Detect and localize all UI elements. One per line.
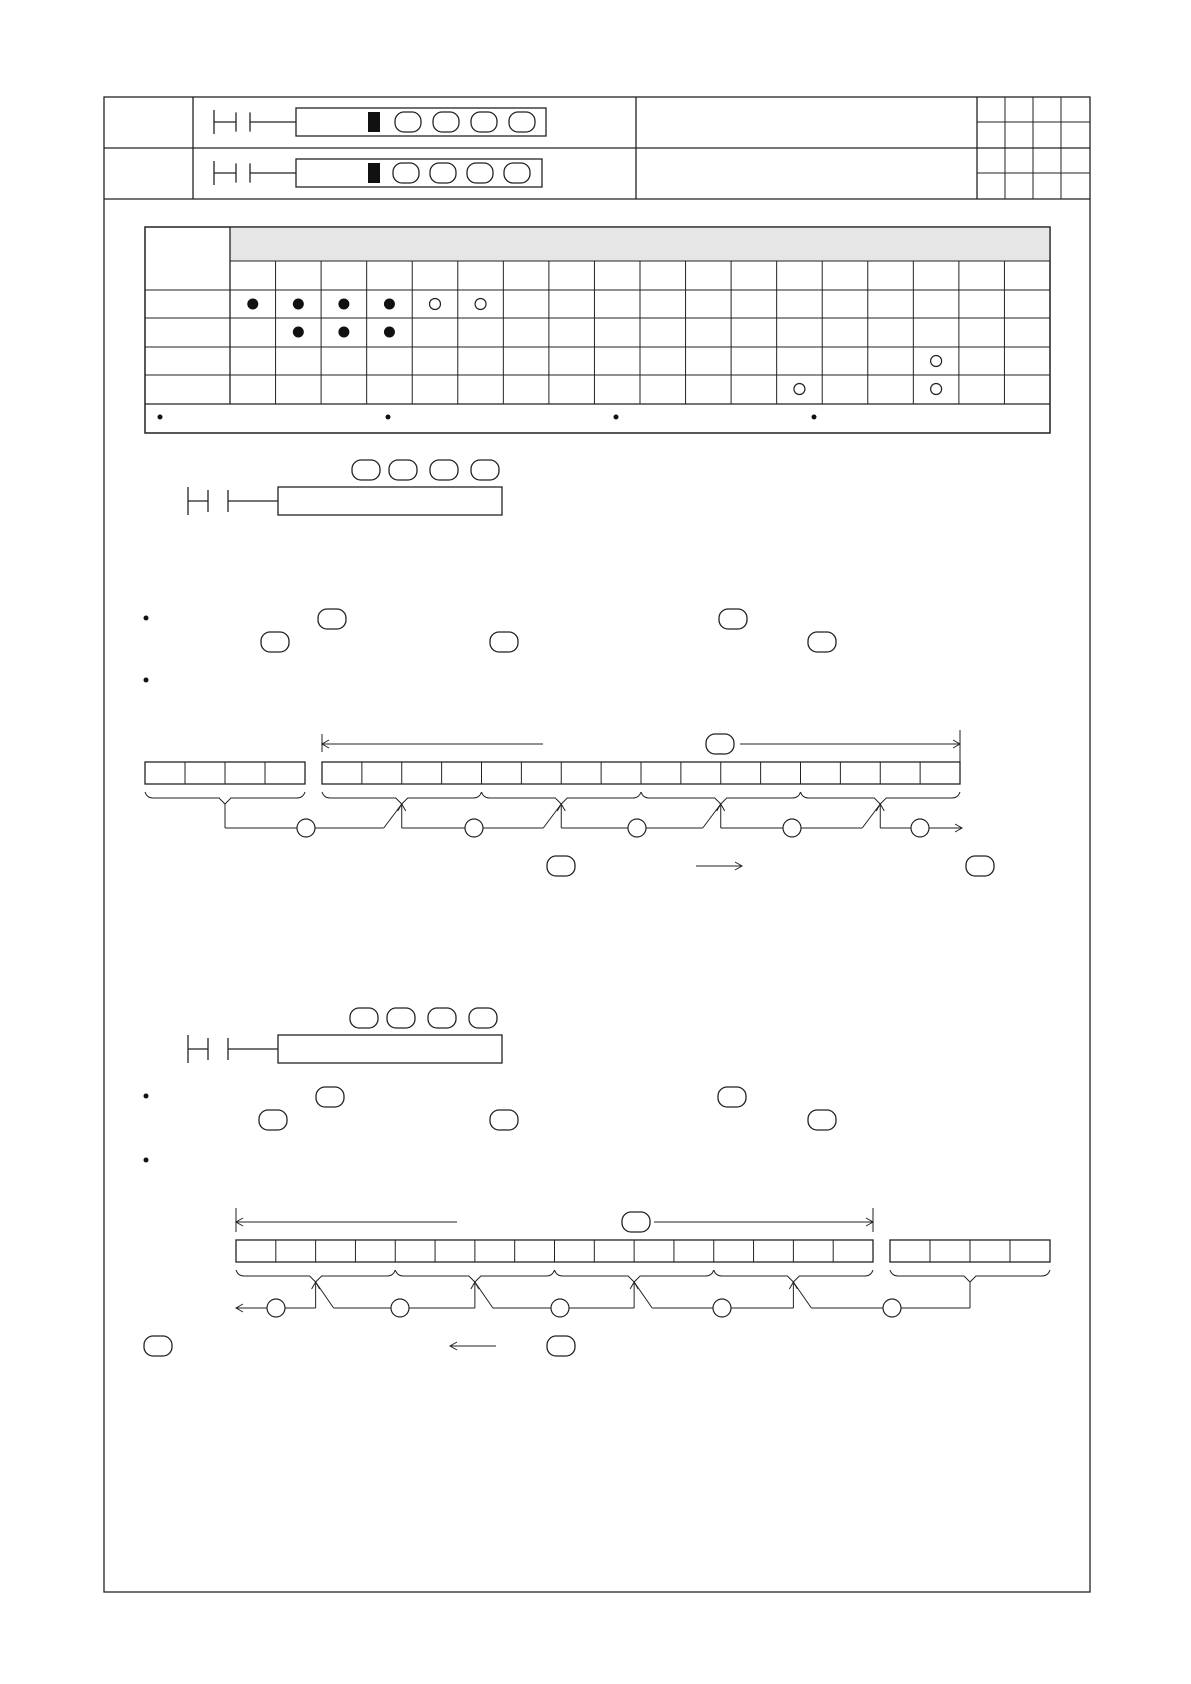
filled-circle-icon [384,299,395,310]
filled-circle-icon [338,327,349,338]
step-circle-icon [883,1299,901,1317]
open-circle-icon [931,384,942,395]
operand-pill-icon [471,460,499,480]
bullet-icon [144,1158,149,1163]
filled-circle-icon [384,327,395,338]
operand-pill-icon [433,112,459,132]
step-circle-icon [713,1299,731,1317]
digit-shift-diagram-1 [145,730,994,876]
operand-pill-icon [706,734,734,754]
instruction-row-2 [214,159,542,187]
open-circle-icon [931,356,942,367]
operand-pill-icon [316,1087,344,1107]
operand-pill-icon [547,856,575,876]
instruction-header [104,97,1090,199]
page-frame [104,97,1090,1592]
step-circle-icon [465,819,483,837]
open-circle-icon [430,299,441,310]
operand-pill-icon [389,460,417,480]
step-circle-icon [297,819,315,837]
open-circle-icon [794,384,805,395]
operand-pill-icon [352,460,380,480]
operand-pill-icon [622,1212,650,1232]
step-circle-icon [551,1299,569,1317]
ladder-contact-icon [214,161,250,185]
step-circle-icon [911,819,929,837]
operand-pill-icon [350,1008,378,1028]
operand-pill-icon [467,163,493,183]
operand-pill-icon [318,609,346,629]
bullet-icon [144,678,149,683]
bullet-icon [158,415,163,420]
operand-pill-icon [471,112,497,132]
ladder-example-2 [188,1008,502,1063]
bullet-icon [386,415,391,420]
step-circle-icon [783,819,801,837]
operand-pill-icon [144,1336,172,1356]
filled-circle-icon [338,299,349,310]
step-circle-icon [391,1299,409,1317]
operand-pill-icon [430,460,458,480]
operand-pill-icon [428,1008,456,1028]
step-circle-icon [267,1299,285,1317]
marker-block-icon [368,112,380,132]
operand-pill-icon [966,856,994,876]
operand-pill-icon [808,1110,836,1130]
operand-pill-icon [430,163,456,183]
operand-pill-icon [509,112,535,132]
operand-pill-icon [259,1110,287,1130]
marker-block-icon [368,163,380,183]
operand-pill-icon [504,163,530,183]
operand-pill-icon [547,1336,575,1356]
operand-pill-icon [393,163,419,183]
filled-circle-icon [293,327,304,338]
ladder-contact-icon [214,110,250,134]
device-table [145,227,1050,433]
description-section-2 [144,1094,149,1163]
operand-pill-icon [395,112,421,132]
instruction-row-1 [214,108,546,136]
operand-pill-icon [490,632,518,652]
bullet-icon [812,415,817,420]
operand-pill-icon [718,1087,746,1107]
bullet-icon [614,415,619,420]
operand-pill-icon [261,632,289,652]
operand-pill-icon [387,1008,415,1028]
filled-circle-icon [247,299,258,310]
filled-circle-icon [293,299,304,310]
operand-pill-icon [808,632,836,652]
ladder-example-1 [188,460,502,515]
operand-pill-icon [469,1008,497,1028]
open-circle-icon [475,299,486,310]
bullet-icon [144,1094,149,1099]
step-circle-icon [628,819,646,837]
operand-pill-icon [490,1110,518,1130]
bullet-icon [144,616,149,621]
operand-pill-icon [719,609,747,629]
description-section-1 [144,616,149,683]
digit-shift-diagram-2 [144,1208,1050,1356]
